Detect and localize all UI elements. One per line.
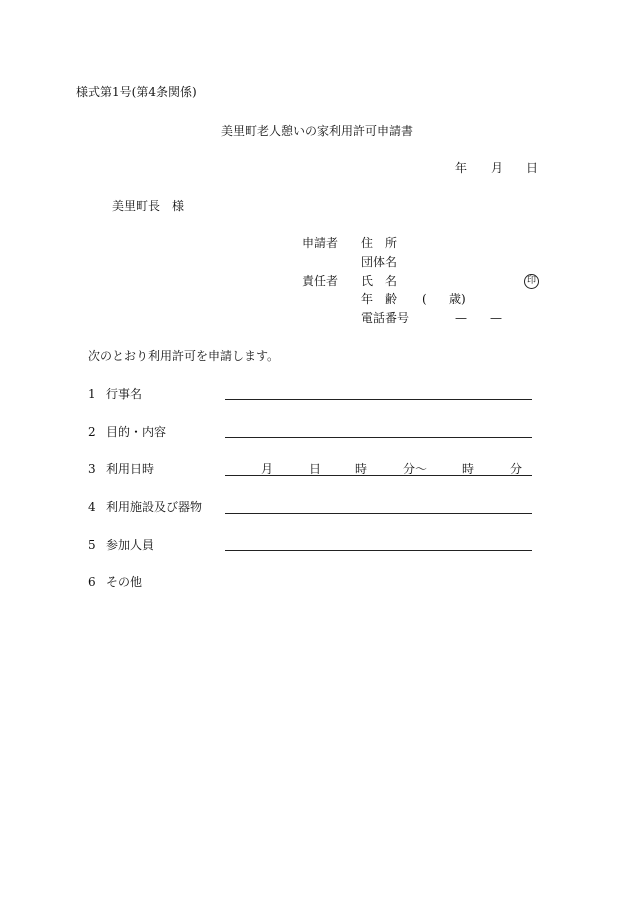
form-title: 美里町老人憩いの家利用許可申請書	[221, 124, 414, 138]
age-label: 年 齢	[361, 292, 398, 306]
applicant-label: 申請者	[302, 236, 339, 250]
name-label: 氏 名	[361, 274, 398, 288]
datetime-month-unit: 月	[261, 462, 274, 476]
phone-label: 電話番号	[361, 311, 410, 325]
age-unit: 歳)	[449, 292, 466, 306]
age-open-paren: (	[422, 292, 427, 306]
facilities-underline	[225, 513, 532, 514]
event-name-underline	[225, 399, 532, 400]
datetime-day-unit: 日	[309, 462, 322, 476]
intro-text: 次のとおり利用許可を申請します。	[88, 349, 280, 363]
date-day-label: 日	[526, 161, 539, 175]
seal-icon: 印	[524, 274, 539, 289]
item-label-purpose: 目的・内容	[106, 425, 167, 439]
address-label: 住 所	[361, 236, 398, 250]
date-month-label: 月	[491, 161, 504, 175]
item-number: 4	[88, 500, 96, 514]
item-label-facilities: 利用施設及び器物	[106, 500, 203, 514]
datetime-underline	[225, 475, 532, 476]
addressee: 美里町長 様	[112, 199, 185, 213]
item-number: 3	[88, 462, 96, 476]
datetime-end-minute-unit: 分	[510, 462, 523, 476]
datetime-end-hour-unit: 時	[462, 462, 475, 476]
phone-dash: —	[490, 311, 502, 325]
form-number: 様式第1号(第4条関係)	[76, 85, 197, 99]
item-number: 5	[88, 538, 96, 552]
participants-underline	[225, 550, 532, 551]
item-number: 2	[88, 425, 96, 439]
item-label-other: その他	[106, 575, 143, 589]
item-label-datetime: 利用日時	[106, 462, 155, 476]
responsible-label: 責任者	[302, 274, 339, 288]
datetime-minute-from-unit: 分〜	[403, 462, 428, 476]
item-number: 1	[88, 387, 96, 401]
item-number: 6	[88, 575, 96, 589]
datetime-hour-unit: 時	[355, 462, 368, 476]
phone-dash: —	[455, 311, 467, 325]
item-label-event-name: 行事名	[106, 387, 143, 401]
item-label-participants: 参加人員	[106, 538, 155, 552]
group-name-label: 団体名	[361, 255, 398, 269]
purpose-underline	[225, 437, 532, 438]
date-year-label: 年	[455, 161, 468, 175]
